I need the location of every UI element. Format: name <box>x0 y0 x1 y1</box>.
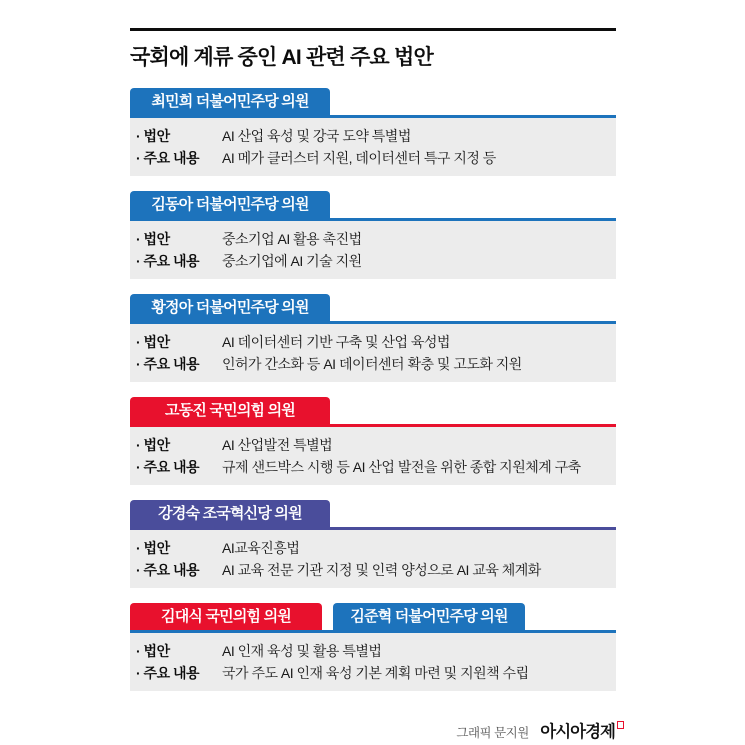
legislator-tab: 최민희 더불어민주당 의원 <box>130 88 330 115</box>
section-kim-donga <box>130 191 616 279</box>
legislator-tab-row <box>130 294 616 324</box>
bill-label: · 법안 <box>136 540 170 556</box>
bill-info-box <box>130 118 616 176</box>
legislator-tab: 김대식 국민의힘 의원 <box>130 603 322 630</box>
bill-row <box>136 640 606 662</box>
legislator-tab: 김동아 더불어민주당 의원 <box>130 191 330 218</box>
bill-value: AI교육진흥법 <box>222 540 300 556</box>
summary-value: 국가 주도 AI 인재 육성 기본 계획 마련 및 지원책 수립 <box>222 665 529 681</box>
bill-info-box <box>130 633 616 691</box>
legislator-tab: 황정아 더불어민주당 의원 <box>130 294 330 321</box>
section-kang-kyungsook <box>130 500 616 588</box>
summary-label: · 주요 내용 <box>136 150 200 166</box>
summary-label: · 주요 내용 <box>136 665 200 681</box>
legislator-tab-row <box>130 88 616 118</box>
legislator-tab: 고동진 국민의힘 의원 <box>130 397 330 424</box>
legislator-tab-row <box>130 500 616 530</box>
summary-row <box>136 662 606 684</box>
summary-label: · 주요 내용 <box>136 459 200 475</box>
bill-value: 중소기업 AI 활용 촉진법 <box>222 231 362 247</box>
brand-logo: 아시아경제 <box>540 723 615 741</box>
legislator-tab: 강경숙 조국혁신당 의원 <box>130 500 330 527</box>
summary-row <box>136 250 606 272</box>
summary-value: 규제 샌드박스 시행 등 AI 산업 발전을 위한 종합 지원체계 구축 <box>222 459 581 475</box>
summary-row <box>136 456 606 478</box>
summary-row <box>136 559 606 581</box>
summary-label: · 주요 내용 <box>136 253 200 269</box>
bill-value: AI 산업 육성 및 강국 도약 특별법 <box>222 128 411 144</box>
section-choi-minhee <box>130 88 616 176</box>
summary-value: AI 교육 전문 기관 지정 및 인력 양성으로 AI 교육 체계화 <box>222 562 541 578</box>
bill-info-box <box>130 221 616 279</box>
legislator-tab-row <box>130 397 616 427</box>
section-ko-dongjin <box>130 397 616 485</box>
bill-row <box>136 125 606 147</box>
bill-label: · 법안 <box>136 643 170 659</box>
summary-value: AI 메가 클러스터 지원, 데이터센터 특구 지정 등 <box>222 150 496 166</box>
summary-label: · 주요 내용 <box>136 562 200 578</box>
bill-value: AI 산업발전 특별법 <box>222 437 333 453</box>
bill-row <box>136 537 606 559</box>
summary-row <box>136 353 606 375</box>
legislator-tab: 김준혁 더불어민주당 의원 <box>333 603 525 630</box>
bill-row <box>136 228 606 250</box>
top-rule <box>130 28 616 31</box>
section-hwang-jeonga <box>130 294 616 382</box>
page-title: 국회에 계류 중인 AI 관련 주요 법안 <box>130 46 433 69</box>
summary-value: 인허가 간소화 등 AI 데이터센터 확충 및 고도화 지원 <box>222 356 522 372</box>
bill-info-box <box>130 427 616 485</box>
bill-value: AI 인재 육성 및 활용 특별법 <box>222 643 382 659</box>
summary-row <box>136 147 606 169</box>
credit-graphic-author: 그래픽 문지원 <box>456 726 529 740</box>
bill-label: · 법안 <box>136 231 170 247</box>
brand-mark-icon <box>617 721 624 729</box>
content-column <box>130 0 616 742</box>
credit <box>130 718 624 742</box>
summary-label: · 주요 내용 <box>136 356 200 372</box>
legislator-tab-row <box>130 603 616 633</box>
legislator-tab-row <box>130 191 616 221</box>
bill-label: · 법안 <box>136 128 170 144</box>
bill-value: AI 데이터센터 기반 구축 및 산업 육성법 <box>222 334 450 350</box>
bill-row <box>136 331 606 353</box>
bill-label: · 법안 <box>136 437 170 453</box>
summary-value: 중소기업에 AI 기술 지원 <box>222 253 362 269</box>
bill-row <box>136 434 606 456</box>
section-kim-daesik-kim-junhyeok <box>130 603 616 691</box>
bill-info-box <box>130 324 616 382</box>
bill-info-box <box>130 530 616 588</box>
bill-label: · 법안 <box>136 334 170 350</box>
